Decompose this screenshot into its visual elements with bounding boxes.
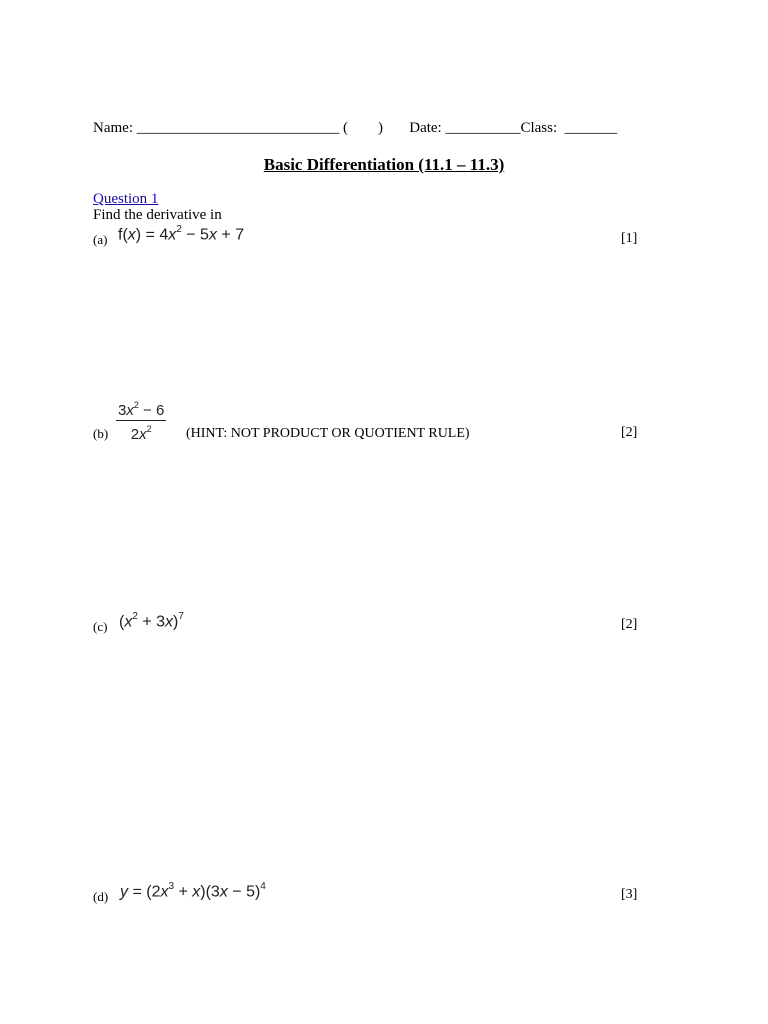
- part-b-label: (b): [93, 426, 109, 441]
- fraction-numerator: $3x^2 - 6$: [118, 400, 165, 419]
- worksheet-title: Basic Differentiation (11.1 – 11.3): [263, 155, 505, 174]
- part-d-expression: $y = (2x^3 + x)(3x - 5)^4$: [120, 881, 266, 901]
- fraction-denominator: $2x^2$: [130, 424, 152, 443]
- part-a-label: (a): [93, 232, 108, 247]
- part-c-label: (c): [93, 619, 108, 634]
- student-info-line: [93, 120, 617, 137]
- part-c-expression: $(x^2 + 3x)^7$: [119, 611, 184, 631]
- index-field: ): [347, 120, 383, 136]
- date-label: Date:: [382, 120, 446, 136]
- name-field: ___________________________: [136, 120, 340, 136]
- part-c-marks: [2]: [621, 617, 638, 632]
- question-instruction: Find the derivative in: [93, 207, 222, 223]
- question-1-link[interactable]: Question 1: [93, 191, 159, 207]
- class-label: Class:: [520, 120, 565, 136]
- part-d-label: (d): [93, 889, 109, 904]
- part-b-marks: [2]: [621, 425, 638, 440]
- part-d-marks: [3]: [621, 887, 638, 902]
- part-a-marks: [1]: [621, 231, 638, 246]
- part-b-hint: (HINT: NOT PRODUCT OR QUOTIENT RULE): [186, 426, 470, 441]
- part-a-expression: $f(x) = 4x^2 - 5x + 7$: [118, 224, 245, 244]
- index-paren-open: (: [339, 120, 348, 136]
- part-b-expression: [116, 398, 166, 444]
- class-field: _______: [564, 120, 618, 136]
- name-label: Name:: [93, 120, 137, 136]
- date-field: __________: [445, 120, 521, 136]
